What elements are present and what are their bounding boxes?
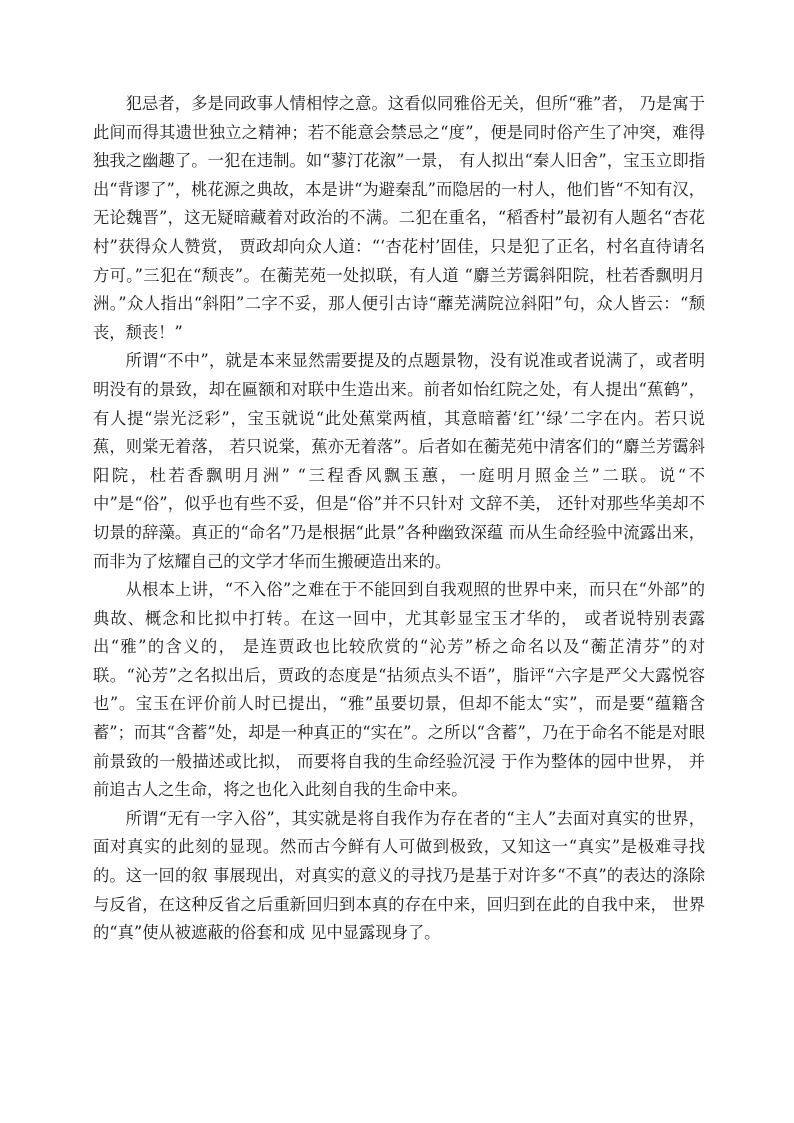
paragraph-violations: 犯忌者，多是同政事人情相悖之意。这看似同雅俗无关，但所“雅”者， 乃是寓于此间而得其遗世独立之精神；若不能意会禁忌之“度”，便是同时俗产生了冲突，难得独我之幽趣了。一犯在违制。如“蓼汀花溆”一景， 有人拟出“秦人旧舍”，宝玉立即指出“背谬了”，桃花源之典故，本是讲“为避秦乱”而隐居的一村人，他们皆“不知有汉，无论魏晋”，这无疑暗藏着对政治的不满。二犯在重名，“稻香村”最初有人题名“杏花村”获得众人赞赏， 贾政却向众人道：“‘杏花村’固佳，只是犯了正名，村名直待请名方可。”三犯在“颓丧”。在蘅芜苑一处拟联，有人道 “麝兰芳霭斜阳院，杜若香飘明月洲。”众人指出“斜阳”二字不妥，那人便引古诗“蘼芜满院泣斜阳”句，众人皆云：“颓丧，颓丧！” (93, 94, 705, 342)
paragraph-not-vulgar: 从根本上讲，“不入俗”之难在于不能回到自我观照的世界中来，而只在“外部”的典故、概念和比拟中打转。在这一回中，尤其彰显宝玉才华的， 或者说特别表露出“雅”的含义的， 是连贾政也比较欣赏的“沁芳”桥之命名以及“蘅芷清芬”的对联。“沁芳”之名拟出后，贾政的态度是“拈须点头不语”，脂评“六字是严父大露悦容也”。宝玉在评价前人时已提出，“雅”虽要切景，但却不能太“实”，而是要“蕴籍含蓄”；而其“含蓄”处，却是一种真正的“实在”。之所以“含蓄”，乃在于命名不能是对眼前景致的一般描述或比拟， 而要将自我的生命经验沉浸 于作为整体的园中世界， 并前追古人之生命，将之也化入此刻自我的生命中来。 (93, 580, 705, 800)
paragraph-no-word-vulgar: 所谓“无有一字入俗”，其实就是将自我作为存在者的“主人”去面对真实的世界，面对真实的此刻的显现。然而古今鲜有人可做到极致，又知这一“真实”是极难寻找的。这一回的叙 事展现出，对真实的意义的寻找乃是基于对许多“不真”的表达的涤除与反省，在这种反省之后重新回归到本真的存在中来，回归到在此的自我中来， 世界的“真”使从被遮蔽的俗套和成 见中显露现身了。 (93, 808, 705, 943)
body-text (93, 90, 705, 948)
paragraph-not-fitting: 所谓“不中”，就是本来显然需要提及的点题景物，没有说准或者说满了，或者明明没有的景致，却在匾额和对联中生造出来。前者如怡红院之处，有人提出“蕉鹤”，有人提“崇光泛彩”，宝玉就说“此处蕉棠两植，其意暗蓄‘红’‘绿’二字在内。若只说蕉，则棠无着落， 若只说棠，蕉亦无着落”。后者如在蘅芜苑中清客们的“麝兰芳霭斜阳院，杜若香飘明月洲” “三程香风飘玉蕙，一庭明月照金兰”二联。说“不中”是“俗”，似乎也有些不妥，但是“俗”并不只针对 文辞不美， 还针对那些华美却不切景的辞藻。真正的“命名”乃是根据“此景”各种幽致深蕴 而从生命经验中流露出来，而非为了炫耀自己的文学才华而生搬硬造出来的。 (93, 351, 705, 571)
